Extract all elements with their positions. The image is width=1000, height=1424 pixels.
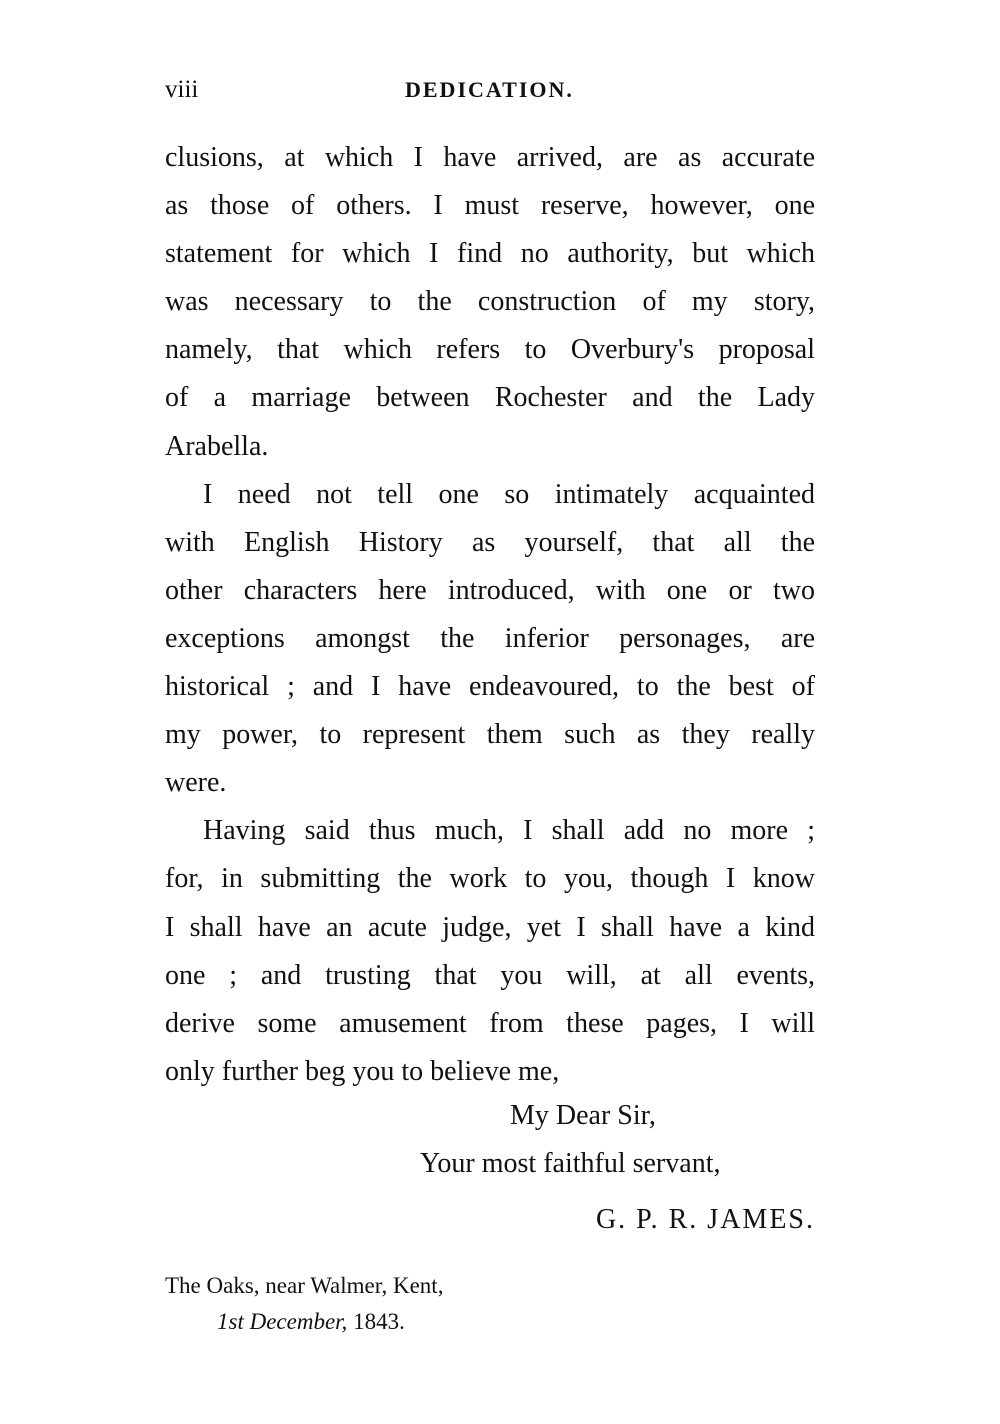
text-line: statement for which I find no authority, but which (165, 238, 815, 270)
date-line (165, 1304, 665, 1340)
text-line: derive some amusement from these pages, I will (165, 1007, 815, 1039)
text-line: of a marriage between Rochester and the Lady (165, 382, 815, 414)
text-line: one ; and trusting that you will, at all events, (165, 959, 815, 991)
text-line: namely, that which refers to Overbury's proposal (165, 334, 815, 366)
place-line: The Oaks, near Walmer, Kent, (165, 1273, 444, 1298)
text-line: for, in submitting the work to you, though I know (165, 863, 815, 895)
running-head-title: DEDICATION. (405, 77, 574, 102)
text-line: was necessary to the construction of my story, (165, 286, 815, 318)
text-line: as those of others. I must reserve, however, one (165, 190, 815, 222)
text-line: my power, to represent them such as they really (165, 719, 815, 751)
text-line: other characters here introduced, with one or two (165, 574, 815, 606)
signature: G. P. R. JAMES. (595, 1204, 815, 1235)
place-and-date (165, 1268, 665, 1340)
date-month: December, (249, 1309, 348, 1334)
running-head (165, 72, 815, 108)
complimentary-close: Your most faithful servant, (420, 1148, 721, 1179)
salutation: My Dear Sir, (510, 1100, 656, 1131)
page-number: viii (165, 76, 199, 103)
body-text (165, 134, 815, 1096)
text-line: Arabella. (165, 430, 269, 462)
letter-closing (165, 1092, 815, 1244)
text-line: only further beg you to believe me, (165, 1055, 560, 1087)
text-line: I shall have an acute judge, yet I shall have a kind (165, 911, 815, 943)
text-line: were. (165, 767, 227, 799)
text-line: with English History as yourself, that all the (165, 526, 815, 558)
text-line: historical ; and I have endeavoured, to the best of (165, 671, 815, 703)
date-year: 1843. (353, 1309, 405, 1334)
text-line: I need not tell one so intimately acquainted (203, 478, 815, 510)
text-line: Having said thus much, I shall add no more ; (203, 815, 815, 847)
text-line: clusions, at which I have arrived, are as accurate (165, 142, 815, 173)
text-line: exceptions amongst the inferior personages, are (165, 622, 815, 654)
date-day: 1st (217, 1309, 244, 1334)
